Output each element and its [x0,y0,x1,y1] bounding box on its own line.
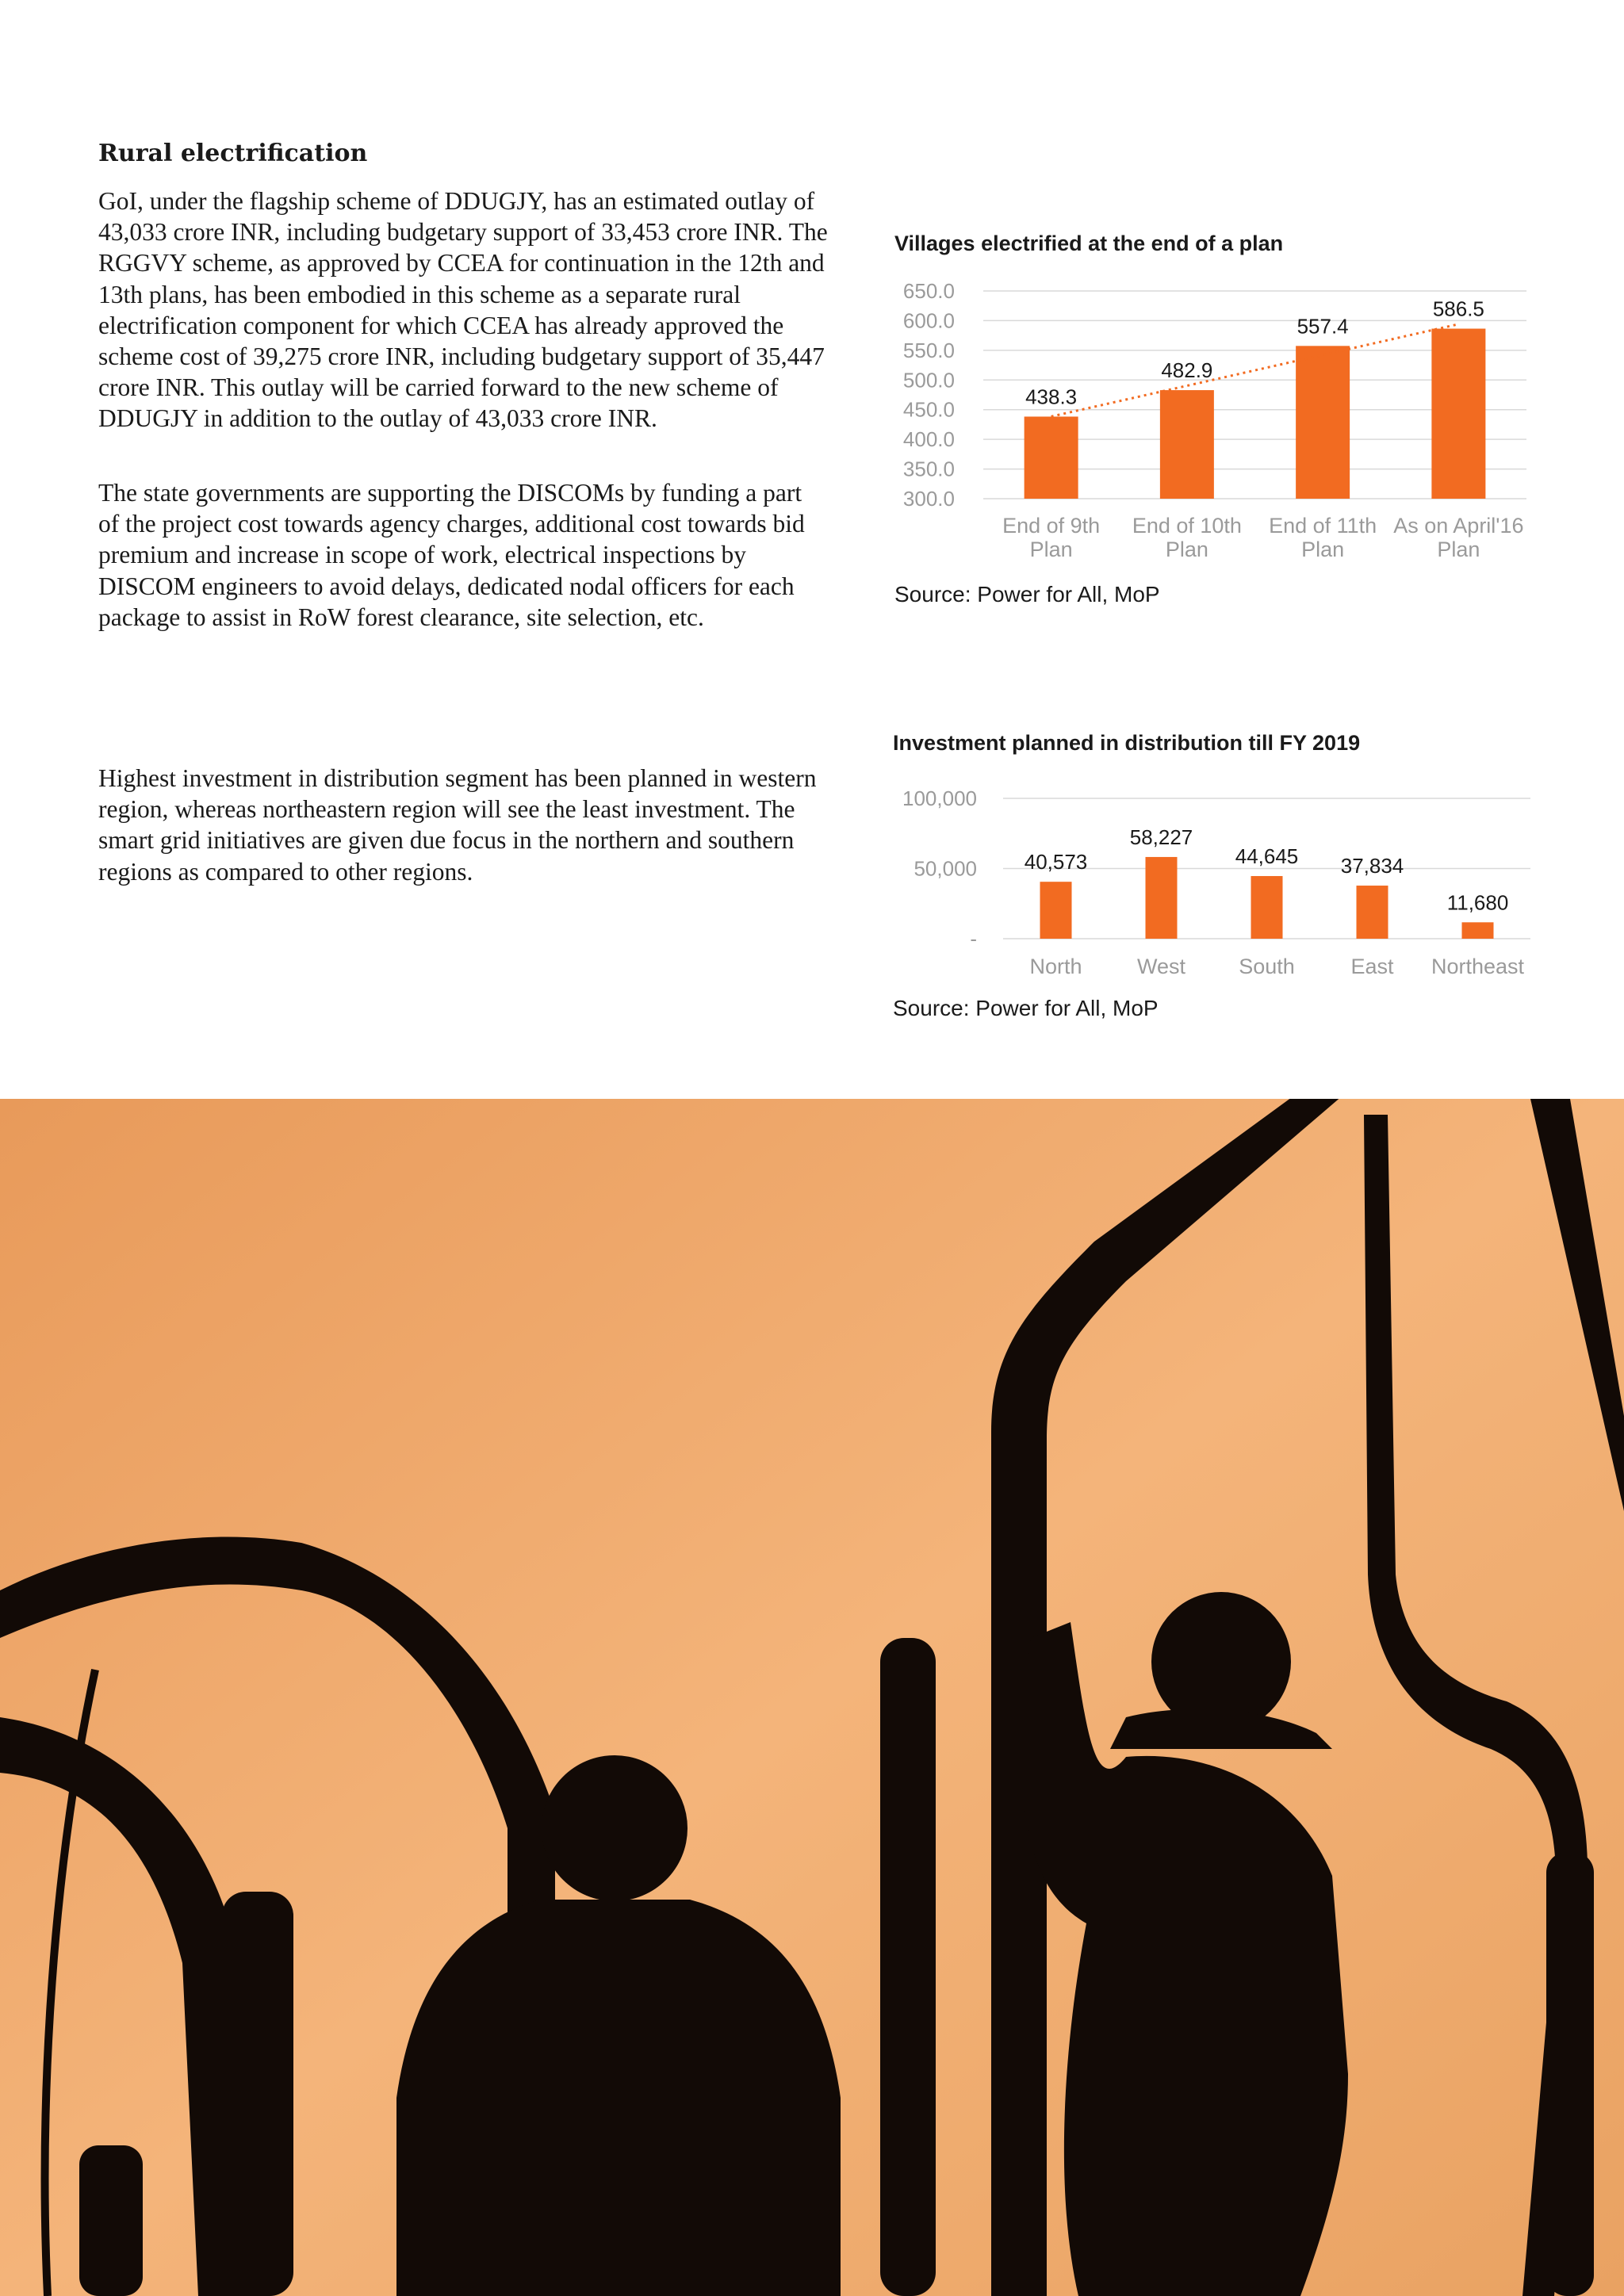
y-tick-label: 450.0 [902,397,955,422]
x-category-label: Plan [1165,538,1208,561]
x-category-label: Plan [1029,538,1073,561]
data-label: 58,227 [1129,825,1193,849]
data-label: 44,645 [1235,844,1299,868]
y-tick-label: 550.0 [902,338,955,362]
bar [1040,882,1072,939]
data-label: 482.9 [1161,358,1213,383]
data-label: 37,834 [1340,854,1404,878]
villages-electrified-chart [888,270,1538,571]
chart-1-title: Villages electrified at the end of a plan [894,232,1284,255]
x-category-label: West [1136,955,1186,978]
data-label: 557.4 [1297,314,1349,339]
x-category-label: End of 9th [1002,514,1101,538]
y-tick-label: 100,000 [902,786,977,810]
bar [1357,886,1388,939]
data-label: 11,680 [1446,890,1509,915]
data-label: 586.5 [1432,297,1484,321]
y-tick-label: 500.0 [902,368,955,392]
body-paragraph-2: The state governments are supporting the DISCOMs by funding a part of the project cost towards agency charges, additional cost towards bid premium and increase in scope of work, electrical inspections by DISCOM engineers to avoid delays, dedicated nodal officers for each package to assist in RoW forest clearance, site selection, etc. [98,479,805,631]
y-tick-label: - [970,927,977,951]
x-category-label: South [1239,955,1295,978]
chart-1-source: Source: Power for All, MoP [894,582,1160,607]
bar [1431,329,1485,499]
body-paragraph-3: Highest investment in distribution segment has been planned in western region, whereas northeastern region will see the least investment. The smart grid initiatives are given due focus in the northern and southern regions as compared to other regions. [98,764,817,886]
x-category-label: Northeast [1431,955,1525,978]
x-category-label: Plan [1437,538,1480,561]
bar [1146,857,1178,939]
bar [1251,876,1283,939]
chart-2-title: Investment planned in distribution till FY 2019 [893,731,1361,755]
x-category-label: End of 11th [1269,514,1377,538]
data-label: 438.3 [1025,385,1078,409]
section-heading: Rural electrification [98,140,368,167]
investment-distribution-chart [888,777,1538,983]
workers-silhouette-photo [0,1099,1624,2296]
y-tick-label: 600.0 [902,308,955,333]
y-tick-label: 50,000 [914,856,977,881]
bar [1025,416,1078,499]
body-paragraph-1: GoI, under the flagship scheme of DDUGJY, has an estimated outlay of 43,033 crore INR, including budgetary support of 33,453 crore INR. The RGGVY scheme, as approved by CCEA for continuation in the 12th and 13th plans, has been embodied in this scheme as a separate rural electrification component for which CCEA has already approved the scheme cost of 39,275 crore INR, including budgetary support of 35,447 crore INR. This outlay will be carried forward to the new scheme of DDUGJY in addition to the outlay of 43,033 crore INR. [98,187,828,433]
bar [1160,390,1214,499]
y-tick-label: 650.0 [902,279,955,303]
y-tick-label: 400.0 [902,427,955,452]
bar [1462,922,1494,939]
y-tick-label: 350.0 [902,457,955,481]
x-category-label: As on April'16 [1393,514,1524,538]
data-label: 40,573 [1024,850,1088,874]
trend-line [1051,324,1459,417]
bar [1296,346,1350,499]
y-tick-label: 300.0 [902,487,955,511]
x-category-label: Plan [1301,538,1345,561]
x-category-label: North [1029,955,1082,978]
chart-2-source: Source: Power for All, MoP [893,996,1159,1020]
x-category-label: End of 10th [1132,514,1242,538]
x-category-label: East [1350,955,1394,978]
